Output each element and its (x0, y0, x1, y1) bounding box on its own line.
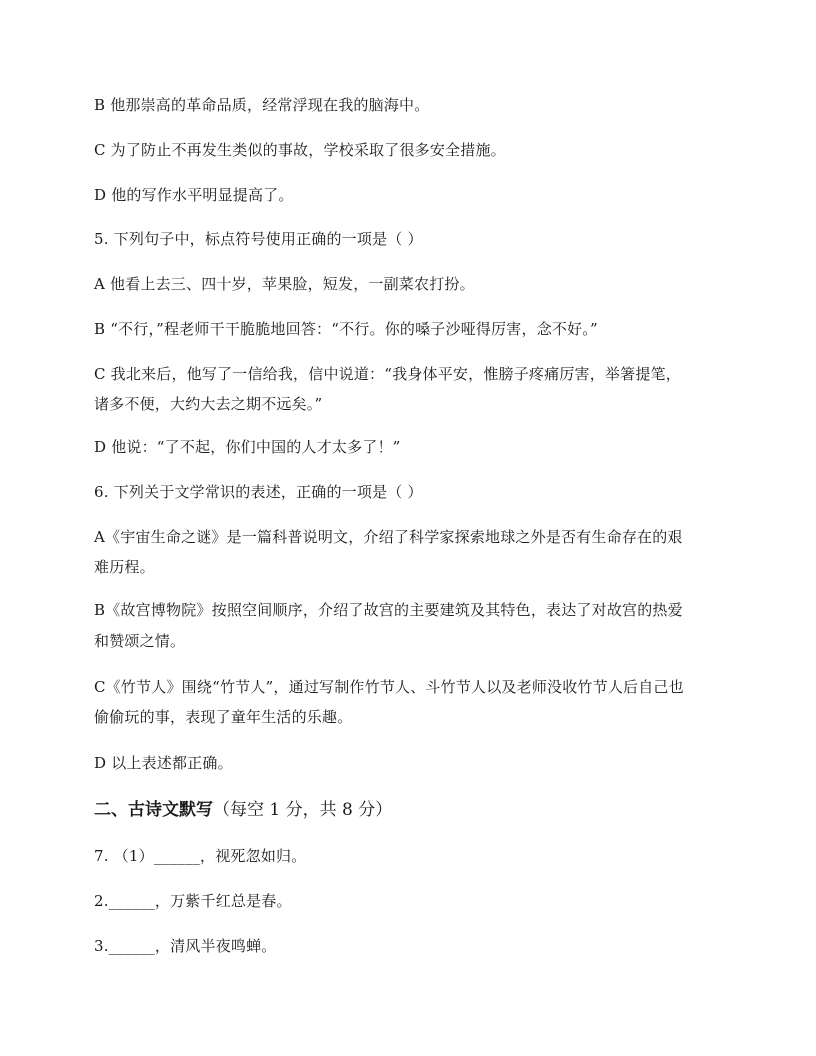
section-score: （每空 1 分，共 8 分） (213, 800, 393, 820)
option-b-q6-line1: B《故宫博物院》按照空间顺序，介绍了故宫的主要建筑及其特色，表达了对故宫的热爱 (94, 601, 683, 619)
option-c-q6-line1: C《竹节人》围绕“竹节人”，通过写制作竹节人、斗竹节人以及老师没收竹节人后自己也 (94, 678, 684, 696)
question-7-blank-3: 3.______，清风半夜鸣蝉。 (94, 937, 277, 955)
option-a-q6-line1: A《宇宙生命之谜》是一篇科普说明文，介绍了科学家探索地球之外是否有生命存在的艰 (94, 528, 683, 546)
option-c-q4: C 为了防止不再发生类似的事故，学校采取了很多安全措施。 (94, 141, 506, 159)
option-b-q6-line2: 和赞颂之情。 (94, 632, 186, 650)
section-heading (94, 799, 392, 821)
option-d-q5: D 他说：“了不起，你们中国的人才太多了！” (94, 438, 401, 456)
option-d-q4: D 他的写作水平明显提高了。 (94, 186, 294, 204)
option-b-q5: B “不行，”程老师干干脆脆地回答：“不行。你的嗓子沙哑得厉害，念不好。” (94, 320, 598, 338)
option-c-q5-line1: C 我北来后，他写了一信给我，信中说道：“我身体平安，惟膀子疼痛厉害，举箸提笔， (94, 365, 681, 383)
question-7-blank-2: 2.______，万紫千红总是春。 (94, 892, 292, 910)
question-5: 5. 下列句子中，标点符号使用正确的一项是（ ） (94, 230, 423, 248)
option-a-q5: A 他看上去三、四十岁，苹果脸，短发，一副菜农打扮。 (94, 275, 475, 293)
option-c-q6-line2: 偷偷玩的事，表现了童年生活的乐趣。 (94, 708, 353, 726)
question-7-blank-1: 7. （1）______，视死忽如归。 (94, 847, 307, 865)
option-b-q4: B 他那崇高的革命品质，经常浮现在我的脑海中。 (94, 96, 430, 114)
option-d-q6: D 以上表述都正确。 (94, 754, 233, 772)
option-a-q6-line2: 难历程。 (94, 558, 155, 576)
option-c-q5-line2: 诸多不便，大约大去之期不远矣。” (94, 395, 323, 413)
question-6: 6. 下列关于文学常识的表述，正确的一项是（ ） (94, 483, 423, 501)
section-title: 二、古诗文默写 (94, 800, 213, 820)
